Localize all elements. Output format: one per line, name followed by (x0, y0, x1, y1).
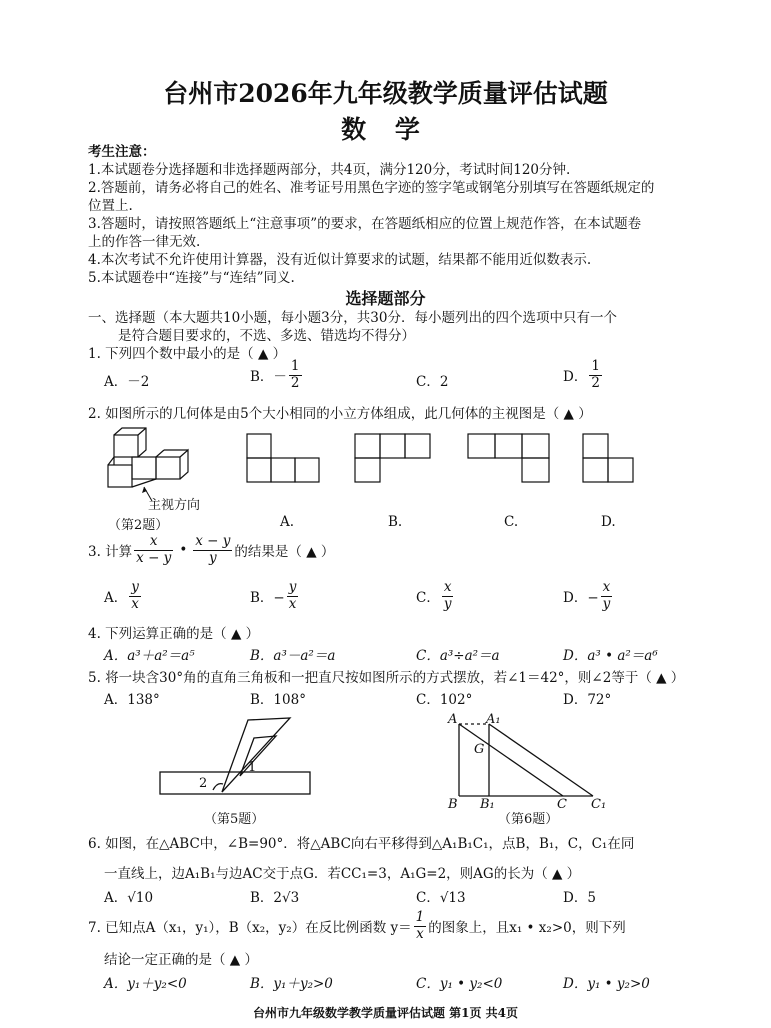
q2-figure-caption: （第2题） (108, 518, 169, 533)
q1-option-a: A．－2 (104, 374, 150, 390)
part1-instructions-cont: 是符合题目要求的，不选、多选、错选均不得分） (118, 328, 415, 344)
q6-figure-caption: （第6题） (498, 812, 559, 827)
q5-stem: 5. 将一块含30°角的直角三角板和一把直尺按如图所示的方式摆放，若∠1＝42°，则∠2等于（ ▲ ） (88, 670, 685, 686)
notice-item: 1.本试题卷分选择题和非选择题两部分，共4页，满分120分，考试时间120分钟. (88, 162, 571, 178)
notice-item: 上的作答一律无效. (88, 234, 201, 250)
q7-option-a: A．y₁＋y₂<0 (104, 976, 187, 992)
q1-b-num: 1 (290, 358, 300, 374)
q5-option-d: D．72° (563, 692, 612, 708)
q2-option-c: C. (504, 514, 519, 530)
q7-stem-line2: 结论一定正确的是（ ▲ ） (104, 952, 258, 968)
q7-stem-line1 (88, 910, 626, 942)
q3-b-den: x (288, 595, 297, 612)
q6-point-g: G (474, 742, 485, 757)
q3-option-b (250, 580, 300, 612)
q1-d-num: 1 (591, 358, 600, 374)
q3-dot: • (179, 542, 188, 559)
q1-option-c: C．2 (416, 374, 449, 390)
notice-heading: 考生注意： (88, 144, 156, 160)
q2-option-b: B. (388, 514, 403, 530)
q3-c-den: y (443, 595, 452, 612)
q5-figure-caption: （第5题） (204, 812, 265, 827)
q3-d-prefix: D．− (563, 590, 599, 607)
q3-stem-post: 的结果是（ ▲ ） (234, 544, 335, 561)
q3-c-prefix: C． (416, 590, 440, 607)
q6-stem-line1: 6. 如图，在△ABC中，∠B=90°．将△ABC向右平移得到△A₁B₁C₁，点B，B₁，C，C₁在同 (88, 836, 635, 852)
subject-title: 数 学 (341, 115, 430, 144)
q3-option-d (563, 580, 614, 612)
notice-item: 5.本试题卷中“连接”与“连结”同义. (88, 270, 295, 286)
q5-angle-2: 2 (199, 776, 208, 791)
q6-option-d: D．5 (563, 890, 596, 906)
q3-stem (88, 534, 334, 566)
q3-b-prefix: B．− (250, 590, 285, 607)
q4-option-b: B．a³－a²＝a (250, 648, 336, 664)
notice-item: 4.本次考试不允许使用计算器，没有近似计算要求的试题，结果都不能用近似数表示. (88, 252, 592, 268)
q4-option-a: A．a³＋a²＝a⁵ (104, 648, 195, 664)
q3-f2-den: y (209, 549, 217, 566)
q6-option-a: A．√10 (104, 890, 154, 906)
q6-option-b: B．2√3 (250, 890, 300, 906)
q2-option-b-figure (354, 433, 436, 488)
q7-option-b: B．y₁＋y₂>0 (250, 976, 333, 992)
q1-b-prefix: B．－ (250, 369, 287, 386)
exam-title: 台州市2026年九年级教学质量评估试题 (163, 79, 608, 108)
q4-option-c: C．a³÷a²＝a (416, 648, 500, 664)
q5-option-c: C．102° (416, 692, 473, 708)
q3-f1-num: x (134, 534, 173, 551)
q2-view-direction-label: 主视方向 (148, 498, 201, 513)
q1-d-den: 2 (591, 374, 600, 391)
q1-stem: 1. 下列四个数中最小的是（ ▲ ） (88, 346, 287, 362)
q1-option-b (250, 359, 304, 391)
q2-option-d-figure (582, 433, 638, 488)
q4-stem: 4. 下列运算正确的是（ ▲ ） (88, 626, 260, 642)
q7-stem-pre: 7. 已知点A（x₁，y₁），B（x₂，y₂）在反比例函数 y＝ (88, 920, 412, 937)
q3-d-num: x (601, 580, 613, 597)
section-title: 选择题部分 (345, 289, 426, 308)
q5-angle-1: 1 (248, 760, 257, 775)
part1-instructions: 一、选择题（本大题共10小题，每小题3分，共30分．每小题列出的四个选项中只有一个 (88, 310, 617, 326)
q7-f-num: 1 (415, 909, 425, 925)
q3-a-num: y (131, 579, 139, 595)
q3-c-num: x (442, 580, 454, 597)
q2-option-a-figure (246, 433, 326, 488)
q1-d-prefix: D． (563, 369, 588, 386)
q3-d-den: y (602, 595, 611, 612)
q6-point-a1: A₁ (486, 712, 501, 727)
page-footer: 台州市九年级数学教学质量评估试题 第1页 共4页 (252, 1006, 519, 1020)
notice-item: 位置上. (88, 198, 133, 214)
q3-b-num: y (288, 579, 297, 595)
q3-stem-pre: 3. 计算 (88, 544, 133, 561)
notice-item: 2.答题前，请务必将自己的姓名、准考证号用黑色字迹的签字笔或钢笔分别填写在答题纸规定的 (88, 180, 655, 196)
q1-option-d (563, 359, 604, 391)
q5-figure (150, 712, 315, 804)
q3-a-prefix: A． (104, 590, 128, 607)
q6-point-a: A (448, 712, 458, 727)
q6-figure (445, 712, 615, 807)
q6-point-b: B (448, 797, 458, 812)
q7-option-d: D．y₁ • y₂>0 (563, 976, 650, 992)
q7-option-c: C．y₁ • y₂<0 (416, 976, 503, 992)
q1-b-den: 2 (290, 374, 300, 391)
q3-f2-num: x − y (195, 533, 231, 549)
q3-option-c (416, 580, 455, 612)
q7-f-den: x (416, 925, 424, 942)
q2-option-d: D. (601, 514, 616, 530)
q3-f1-den: x − y (136, 549, 172, 566)
q6-point-c: C (557, 797, 567, 812)
q3-option-a (104, 580, 143, 612)
q5-option-b: B．108° (250, 692, 306, 708)
q5-option-a: A．138° (104, 692, 160, 708)
q4-option-d: D．a³ • a²＝a⁶ (563, 648, 658, 664)
q6-stem-line2: 一直线上，边A₁B₁与边AC交于点G．若CC₁=3，A₁G=2，则AG的长为（ ▲ ） (104, 866, 581, 882)
q6-option-c: C．√13 (416, 890, 466, 906)
q3-a-den: x (131, 595, 139, 612)
q2-option-c-figure (467, 433, 551, 488)
q2-option-a: A. (280, 514, 295, 530)
notice-item: 3.答题时，请按照答题纸上“注意事项”的要求，在答题纸相应的位置上规范作答，在本试题卷 (88, 216, 642, 232)
q6-point-b1: B₁ (480, 797, 495, 812)
q7-stem-post: 的图象上，且x₁ • x₂>0，则下列 (428, 920, 626, 937)
q2-stem: 2. 如图所示的几何体是由5个大小相同的小立方体组成，此几何体的主视图是（ ▲ ） (88, 406, 592, 422)
q6-point-c1: C₁ (591, 797, 607, 812)
